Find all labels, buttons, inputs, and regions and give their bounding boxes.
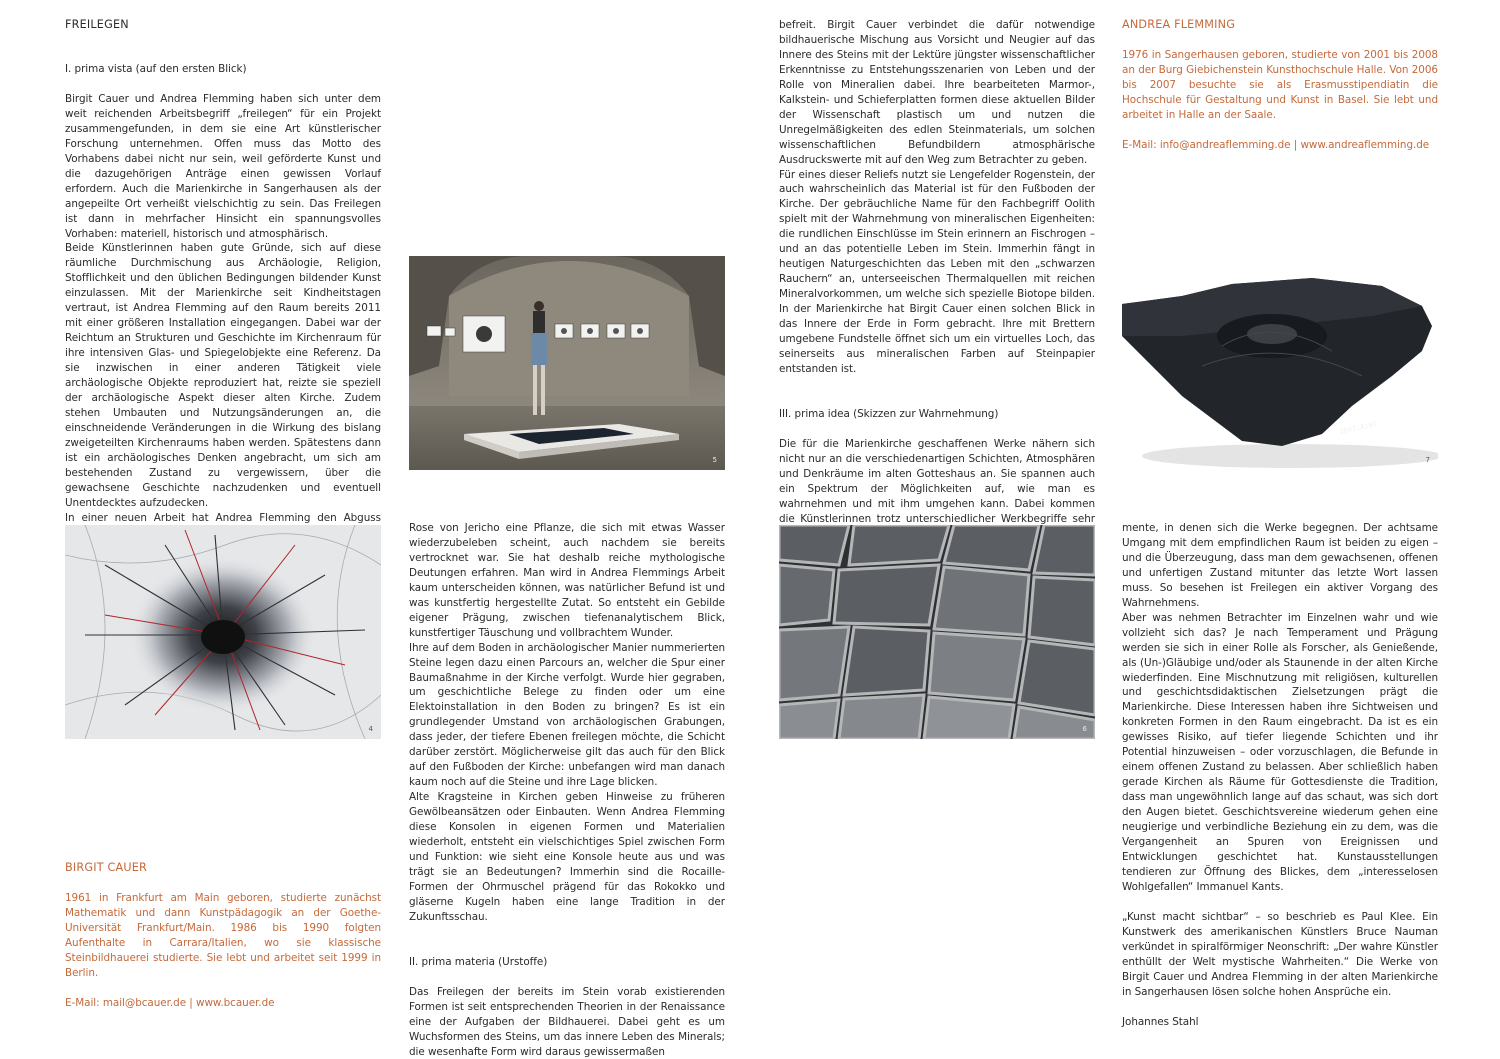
paragraph: mente, in denen sich die Werke begegnen. Der achtsame Umgang mit dem empfindlichen Raum ist beiden zu eigen – und die Überzeugung, dass man dem gewachsenen, offenen und unfertigen Zustand mitunter das letzte Wort lassen muss. So besehen ist Freilegen ein aktiver Vorgang des Wahrnehmens.: [1122, 522, 1438, 609]
left-column-2: [409, 521, 725, 1059]
page-heading: FREILEGEN: [65, 18, 129, 31]
section-title-prima-idea: III. prima idea (Skizzen zur Wahrnehmung): [779, 407, 999, 420]
paragraph-quote: „Kunst macht sichtbar“ – so beschrieb es Paul Klee. Ein Kunstwerk des amerikanischen Künstlers Bruce Nauman verkündet in spiralförmiger Neonschrift: „Der wahre Künstler enthüllt der Welt mystische Wahrheiten.“ Die Werke von Birgit Cauer und Andrea Flemming in der alten Marienkirche in Sangerhausen lösen solche hohen Ansprüche ein.: [1122, 910, 1438, 998]
bio-text: 1976 in Sangerhausen geboren, studierte von 2001 bis 2008 an der Burg Giebichenstein Kunsthochschule Halle. Von 2006 bis 2007 besuchte sie als Erasmusstipendiatin die Hochschule für Gestaltung und Kunst in Basel. Sie lebt und arbeitet in Halle an der Saale.: [1122, 48, 1438, 121]
figure-number: 6: [1082, 725, 1087, 733]
right-page: [750, 0, 1500, 1028]
stone-floor-image: [779, 525, 1095, 739]
right-column-2: [1122, 521, 1438, 1030]
author-signature: Johannes Stahl: [1122, 1015, 1199, 1028]
slate-stone-image: [1122, 256, 1438, 470]
section-title-prima-materia: II. prima materia (Urstoffe): [409, 955, 548, 968]
paragraph: Ihre auf dem Boden in archäologischer Manier nummerierten Steine legen dazu einen Parcours an, welcher die Spur einer Baumaßnahme in der Kirche verfolgt. Wurde hier gegraben, um geschichtliche Belege zu finden oder um eine Elektoinstallation in den Boden zu bringen? Es ist ein grundlegender Umstand von archäologischen Grabungen, dass jeder, der tiefere Ebenen freilegen möchte, die Schicht darüber zerstört. Möglicherweise gilt das auch für den Blick auf den Fußboden der Kirche: unbefangen wird man danach kaum noch auf die Steine und ihre Lage blicken.: [409, 641, 725, 789]
paragraph: Für eines dieser Reliefs nutzt sie Lengefelder Rogenstein, der auch wahrscheinlich das Material ist für den Fußboden der Kirche. Der gebräuchliche Name für den Fachbegriff Oolith spielt mit der Wahrnehmung von mineralischen Eigenheiten: die rundlichen Einschlüsse im Stein erinnern an Fischrogen – und an das potentielle Leben im Stein. Immerhin fängt in heutigen Naturgeschichten das Leben mit den „schwarzen Rauchern“ an, unterseeischen Thermalquellen mit reichen Mineralvorkommen, um welche sich spezielle Biotope bilden. In der Marienkirche hat Birgit Cauer einen solchen Blick in das Innere der Erde in Form gebracht. Ihre mit Brettern umgebene Fundstelle öffnet sich um ein virtuelles Loch, das seinerseits aus mineralischen Farben auf Steinpapier entstanden ist.: [779, 168, 1095, 375]
section-title-prima-vista: I. prima vista (auf den ersten Blick): [65, 63, 247, 75]
stone-inventory-label: 2047:A197: [1338, 420, 1378, 436]
figure-number: 5: [712, 456, 717, 464]
figure-number: 7: [1425, 456, 1430, 464]
bio-contact: E-Mail: mail@bcauer.de | www.bcauer.de: [65, 996, 275, 1009]
paragraph: Aber was nehmen Betrachter im Einzelnen wahr und wie vollzieht sich das? Je nach Temperament und Prägung werden sie sich in einer Rolle als Forscher, als Genießende, als (Un-)Gläubige und/oder als Staunende in der alten Kirche wiederfinden. Eine Mischnutzung mit religiösen, kulturellen und geschichtsdidaktischen Zielsetzungen prägt die Marienkirche. Diese Interessen haben ihre Sichtweisen und konkreten Formen in den Raum eingebracht. Da ist es ein gewisses Risiko, auf tiefer liegende Schichten und ihr Potential hinzuweisen – oder vorzuschlagen, die Befunde in einem offenen Zustand zu belassen. Aber schließlich haben gerade Kirchen als Räume für Gottesdienste die Tradition, dass man ungewöhnlich lange auf das schaut, was sich dort den Augen bietet. Geschichtsvereine wiederum gehen eine neugierige und verbindliche Beziehung ein zu dem, was die Vergangenheit an Spuren von Ereignissen und Entwicklungen geschichtet hat. Kunstausstellungen tendieren zur Öffnung des Blickes, dem „interesselosen Wohlgefallen“ Immanuel Kants.: [1122, 611, 1438, 893]
paragraph: Birgit Cauer und Andrea Flemming haben sich unter dem weit reichenden Arbeitsbegriff „freilegen“ für ein Projekt zusammengefunden, in dem sie eine Art künstlerischer Forschung unternehmen. Offen muss das Motto des Vorhabens dabei nicht nur sein, weil geförderte Kunst und die dazugehörigen Anträge einen gewissen Vorlauf erfordern. Auch die Marienkirche in Sangerhausen als der angepeilte Ort verheißt vielschichtig zu sein. Das Freilegen ist dann in mehrfacher Hinsicht ein spannungsvolles Vorhaben: materiell, historisch und atmosphärisch.: [65, 92, 381, 240]
bio-name: BIRGIT CAUER: [65, 861, 148, 874]
bio-birgit-cauer: [65, 861, 381, 1011]
bio-name: ANDREA FLEMMING: [1122, 18, 1236, 31]
left-page: [0, 0, 750, 1058]
paragraph: befreit. Birgit Cauer verbindet die dafür notwendige bildhauerische Mischung aus Vorsicht und Neugier auf das Innere des Steins mit der Lektüre jüngster wissenschaftlicher Erkenntnisse zu Entstehungsszenarien von Leben und der Rolle von Mineralien dabei. Ihre bearbeiteten Marmor-, Kalkstein- und Schieferplatten formen diese aktuellen Bilder der Wissenschaft plastisch um und nutzen die Unregelmäßigkeiten des edlen Steinmaterials, um solchen wissenschaftlichen Befundbildern atmosphärische Ausdruckswerte mit auf den Weg zum Betrachter zu geben.: [779, 19, 1095, 166]
figure-4-relief-artwork-photo: [65, 525, 381, 739]
paragraph: Beide Künstlerinnen haben gute Gründe, sich auf diese räumliche Durchmischung aus Archäologie, Religion, Stofflichkeit und den üblichen Bedingungen bildender Kunst einzulassen. Mit der Marienkirche seit Kindheitstagen vertraut, ist Andrea Flemming auf den Raum bereits 2011 mit einer größeren Installation eingegangen. Dabei war der Reichtum an Strukturen und Geschichte im Kirchenraum für ihre intensiven Glas- und Spiegelobjekte eine Referenz. Da sie inzwischen in einer anderen Tätigkeit viele archäologische Objekte reproduziert hat, reizte sie speziell der archäologische Aspekt dieser alten Kirche. Zudem stehen Umbauten und Nutzungsänderungen an, die einschneidende Veränderungen in die Wirkung des bislang zweigeteilten Kirchenraums haben werden. Spätestens dann ist ein archäologisches Denken angebracht, um sich am bestehenden Zustand zu vergewissern, über die gewachsene Geschichte nachzudenken und eventuell Unentdecktes aufzudecken.: [65, 242, 381, 509]
figure-number: 4: [368, 725, 373, 733]
figure-5-church-installation-photo: [409, 256, 725, 470]
relief-artwork-image: [65, 525, 381, 739]
left-column-1: [65, 62, 381, 570]
bio-andrea-flemming: [1122, 18, 1438, 153]
paragraph: Die für die Marienkirche geschaffenen Werke nähern sich nicht nur an die verschiedenartigen Schichten, Atmosphären und Denkräume im alten Gotteshaus an. Sie spannen auch ein Spektrum der Möglichkeiten auf, wie man es wahrnehmen und mit ihm umgehen kann. Dabei kommen die Künstlerinnen trotz unterschiedlicher Werkbegriffe sehr: [779, 437, 1095, 525]
paragraph: In einer neuen Arbeit hat Andrea Flemming den Abguss: [65, 511, 381, 524]
church-installation-image: [409, 256, 725, 470]
bio-contact: E-Mail: info@andreaflemming.de | www.andreaflemming.de: [1122, 138, 1430, 151]
paragraph: Rose von Jericho eine Pflanze, die sich mit etwas Wasser wiederzubeleben scheint, auch nachdem sie bereits vertrocknet war. Sie hat deshalb reiche mythologische Deutungen erfahren. Man wird in Andrea Flemmings Arbeit kaum unterscheiden können, was natürlicher Befund ist und was kunstfertig hergestellte Zutat. So entsteht ein Gebilde eigener Prägung, zwischen tiefenanalytischem Blick, kunstfertiger Täuschung und vollbrachtem Wunder.: [409, 522, 725, 639]
right-column-1: [779, 18, 1095, 571]
paragraph: Alte Kragsteine in Kirchen geben Hinweise zu früheren Gewölbeansätzen oder Einbauten. Wenn Andrea Flemming diese Konsolen in eigenen Formen und Materialien wiederholt, entsteht ein vielschichtiges Spiel zwischen Form und Funktion: wie sieht eine Konsole heute aus und was trägt sie an Bedeutungen? Immerhin sind die Rocaille-Formen der Ohrmuschel prägend für das Rokokko und gläserne Kugeln haben eine lange Tradition in der Zukunftsschau.: [409, 791, 725, 923]
figure-6-stone-floor-photo: [779, 525, 1095, 739]
figure-7-slate-stone-photo: [1122, 256, 1438, 470]
paragraph: Das Freilegen der bereits im Stein vorab existierenden Formen ist seit entsprechenden Theorien in der Renaissance eine der Aufgaben der Bildhauerei. Dabei geht es um Wuchsformen des Steins, um das innere Leben des Minerals; die wesenhafte Form wird daraus gewissermaßen: [409, 985, 725, 1058]
bio-text: 1961 in Frankfurt am Main geboren, studierte zunächst Mathematik und dann Kunstpädagogik an der Goethe-Universität Frankfurt/Main. 1986 bis 1990 folgten Aufenthalte in Carrara/Italien, wo sie klassische Steinbildhauerei studierte. Sie lebt und arbeitet seit 1999 in Berlin.: [65, 891, 381, 979]
